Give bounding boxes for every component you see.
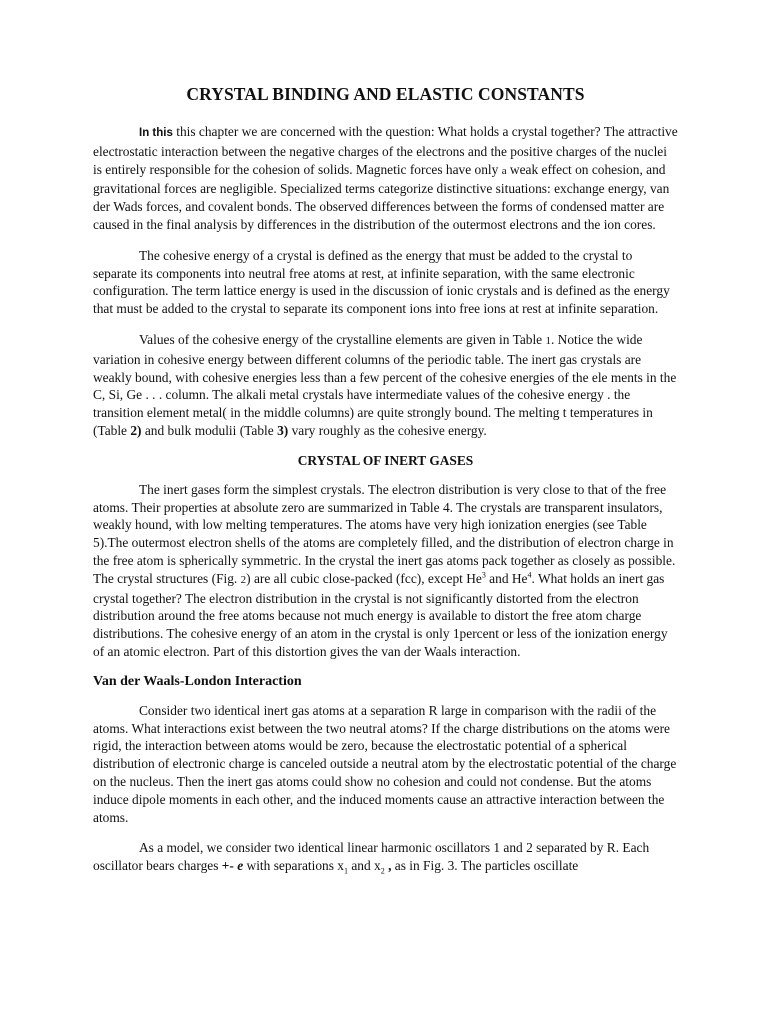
paragraph-cohesive-energy: The cohesive energy of a crystal is defined as the energy that must be added to the crystal to separate its components into neutral free atoms at rest, at infinite separation, with the same electronic configuration. The term lattice energy is used in the discussion of ionic crystals and is defined as the energy that must be added to the crystal to separate its component ions into free ions at rest at infinite separation. <box>93 247 670 317</box>
paragraph-inert-gases: The inert gases form the simplest crystals. The electron distribution is very close to that of the free atoms. Their properties at absolute zero are summarized in Table 4. The crystals are transparent insulators, weakly hound, with low melting temperatures. The atoms have very high ionization energies (see Table 5).The outermost electron shells of the atoms are completely filled, and the distribution of electron charge in the free atom is spherically symmetric. In the crystal the inert gas atoms pack together as closely as possible. The crystal structures (Fig. 2) are all cubic close-packed (fcc), except He$^3$ and He$^4$. What holds an inert gas crystal together? The electron distribution in the crystal is not significantly distorted from the electron distribution around the free atoms because not much energy is available to distort the free atom charge distributions. The cohesive energy of an atom in the crystal is only 1percent or less of the ionization energy of an atomic electron. Part of this distortion gives the van der Waals interaction. <box>93 481 676 659</box>
document-page <box>93 84 678 875</box>
paragraph-lead: In this <box>139 127 173 139</box>
document-title: CRYSTAL BINDING AND ELASTIC CONSTANTS <box>186 84 585 104</box>
paragraph-van-der-waals: Consider two identical inert gas atoms at a separation R large in comparison with the radii of the atoms. What interactions exist between the two neutral atoms? If the charge distributions on the atoms were rigid, the interaction between atoms would be zero, because the electrostatic potential of a spherical distribution of electronic charge is canceled outside a neutral atom by the electrostatic potential of the charge on the nucleus. Then the inert gas atoms could show no cohesion and could not condense. But the atoms induce dipole moments in each other, and the induced moments cause an attractive interaction between the atoms. <box>93 702 677 825</box>
paragraph-intro: In this this chapter we are concerned with the question: What holds a crystal together? The attractive electrostatic interaction between the negative charges of the electrons and the positive charges of the nuclei is entirely responsible for the cohesion of solids. Magnetic forces have only a weak effect on cohesion, and gravitational forces are negligible. Specialized terms categorize distinctive situations: exchange energy, van der Wads forces, and covalent bonds. The observed differences between the forms of condensed matter are caused in the final analysis by differences in the distribution of the outermost electrons and the ion cores. <box>93 124 678 232</box>
paragraph-values: Values of the cohesive energy of the crystalline elements are given in Table 1. Notice the wide variation in cohesive energy between different columns of the periodic table. The inert gas crystals are weakly bound, with cohesive energies less than a few percent of the cohesive energies of the ele ments in the C, Si, Ge . . . column. The alkali metal crystals have intermediate values of the cohesive energy . the transition element metal( in the middle columns) are quite strongly bound. The melting t temperatures in (Table 2) and bulk modulii (Table 3) vary roughly as the cohesive energy. <box>93 331 677 438</box>
section-heading-inert-gases: CRYSTAL OF INERT GASES <box>297 452 474 468</box>
paragraph-oscillator-model: As a model, we consider two identical linear harmonic oscillators 1 and 2 separated by R. Each oscillator bears charges +- e with separations $x_1$ and $x_2$ , as in Fig. 3. The particles oscillate <box>93 840 650 876</box>
section-heading-van-der-waals: Van der Waals-London Interaction <box>93 673 302 689</box>
